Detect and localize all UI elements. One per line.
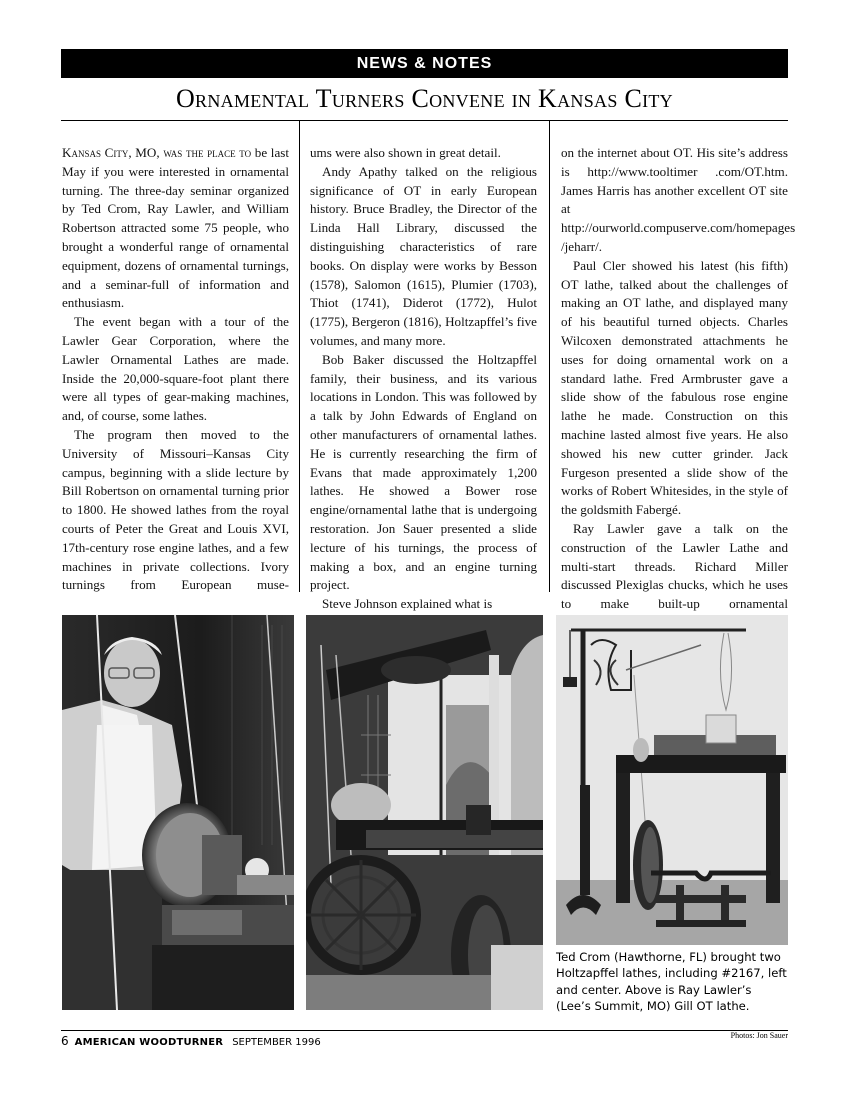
paragraph: Steve Johnson explained what is xyxy=(322,596,493,612)
photo-credit: Photos: Jon Sauer xyxy=(730,1031,788,1040)
photo-caption: Ted Crom (Hawthorne, FL) brought two Holtzapffel lathes, including #2167, left and center. Above is Ray Lawler’s (Lee’s Summit, MO) Gill OT lathe. xyxy=(556,950,787,1014)
title-rule xyxy=(61,120,788,121)
paragraph: Bob Baker discussed the Holtzapffel family, their business, and its various locations in London. This was followed by a talk by John Edwards of England on other manufacturers of ornamental lathes. He is currently researching the firm of Evans that made approximately 1,200 lathes. He showed a Bower rose engine/ornamental lathe that is undergoing restoration. Jon Sauer presented a slide lecture of his turnings, the process of making a box, and an engine turning project. xyxy=(310,351,537,593)
paragraph: The program then moved to the University of Missouri–Kansas City campus, beginning with a slide lecture by Bill Robertson on ornamental turning prior to 1800. He showed lathes from the royal courts of Peter the Great and Louis XVI, 17th-century rose engine lathes, and a few machines in private collections. Ivory turnings from European muse- xyxy=(62,426,289,593)
photo-gill-ot-lathe xyxy=(556,615,788,945)
article-column-2 xyxy=(310,144,537,614)
paragraph: Paul Cler showed his latest (his fifth) OT lathe, talked about the challenges of making an OT lathe, and displayed many of his beautiful turned objects. Charles Wilcoxen demonstrated attachments he uses for doing ornamental work on a standard lathe. Fred Armbruster gave a slide show of the fabulous rose engine lathe he made. Construction on this machine lasted almost five years. He also showed his new cutter grinder. Jack Furgeson presented a slide show of the works of Robert Whitesides, in the style of the goldsmith Fabergé. xyxy=(561,257,788,518)
article-title: Ornamental Turners Convene in Kansas City xyxy=(175,84,673,113)
page-number: 6 xyxy=(61,1034,69,1048)
photo-ted-crom-lathe xyxy=(62,615,294,1010)
photo-image xyxy=(62,615,294,1010)
column-divider xyxy=(549,120,550,592)
photo-image xyxy=(306,615,543,1010)
paragraph: Ray Lawler gave a talk on the construction of the Lawler Lathe and multi-start threads. Richard Miller discussed Plexiglas chucks, which he uses to make built-up ornamental xyxy=(561,520,788,612)
section-banner xyxy=(61,49,788,78)
footer-rule xyxy=(61,1030,788,1031)
photo-image xyxy=(556,615,788,945)
paragraph: Andy Apathy talked on the religious significance of OT in early European history. Bruce Bradley, the Director of the Linda Hall Library, discussed the distinguishing characteristics of rare books. On display were works by Besson (1578), Salomon (1615), Plumier (1703), Thiot (1741), Diderot (1772), Hulot (1775), Bergeron (1816), Holtzapffel’s five volumes, and many more. xyxy=(310,163,537,348)
footer xyxy=(61,1034,321,1050)
paragraph: ums were also shown in great detail. xyxy=(310,145,501,160)
lead-in: Kansas City, MO, was the place to xyxy=(62,145,252,160)
article-column-1 xyxy=(62,144,289,595)
article-column-3 xyxy=(561,144,796,614)
paragraph: on the internet about OT. His site’s address is http://www.tooltimer .com/OT.htm. James Harris has another excellent OT site at http://ourworld.compuserve.com/homepages /jeharr/. xyxy=(561,145,796,254)
magazine-name: AMERICAN WOODTURNER xyxy=(74,1037,224,1048)
photo-holtzapffel-lathe xyxy=(306,615,543,1010)
issue-date: SEPTEMBER 1996 xyxy=(232,1037,321,1048)
paragraph: The event began with a tour of the Lawler Gear Corporation, where the Lawler Ornamental Lathes are made. Inside the 20,000-square-foot plant there were all types of gear-making machines, and, of course, some lathes. xyxy=(62,314,289,424)
paragraph: Kansas City, MO, was the place to be last May if you were interested in ornamental turning. The three-day seminar organized by Ted Crom, Ray Lawler, and William Robertson attracted some 75 people, who brought a wonderful range of ornamental equipment, dozens of ornamental turnings, and a seminar-full of information and enthusiasm. xyxy=(62,145,289,311)
column-divider xyxy=(299,120,300,592)
section-label: NEWS & NOTES xyxy=(356,55,493,72)
